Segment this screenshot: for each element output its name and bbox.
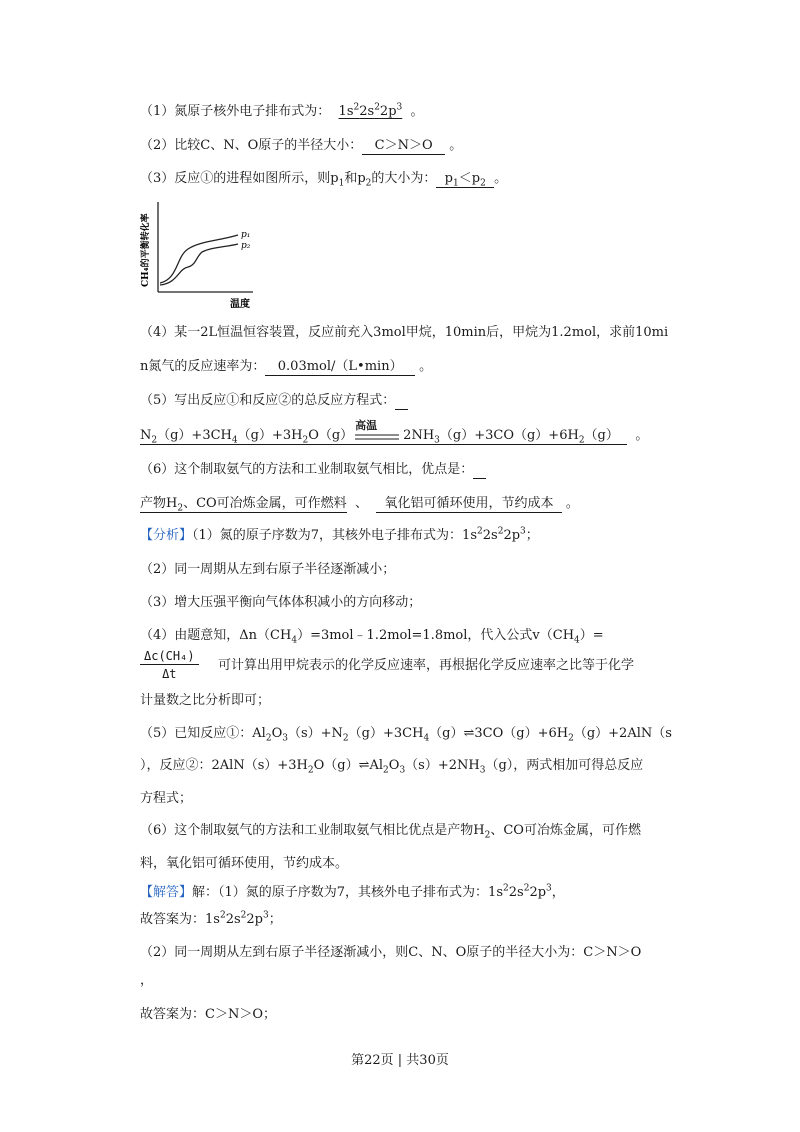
analysis-line4: （4）由题意知，$\Delta n(CH_4)=3mol﹣1.2mol=1.8mol$，代入公式$v(CH_4)=$: [140, 628, 604, 646]
analysis-line10: （6）这个制取氨气的方法和工业制取氨气相比优点是产物$H_2$、CO可冶炼金属，可作燃: [140, 823, 641, 841]
q4-line1: （4）某一2L恒温恒容装置，反应前充入3mol甲烷，10min后，甲烷为1.2mol，求前10mi: [140, 325, 669, 340]
q6-answer-2: 氧化铝可循环使用，节约成本: [376, 496, 562, 513]
reaction-arrow: [353, 419, 403, 445]
equation-right: $2NH_3(g)+3CO(g)+6H_2(g)$: [403, 428, 619, 446]
equation-left: $N_2(g)+3CH_4(g)+3H_2O(g)$: [140, 428, 354, 446]
analysis-line11: 料，氧化铝可循环使用，节约成本。: [140, 856, 349, 871]
q6-answer-1: 产物$H_2$、CO可冶炼金属，可作燃料: [140, 496, 347, 514]
analysis-tag: 【分析】: [140, 528, 193, 543]
solution-line3: （2）同一周期从左到右原子半径逐渐减小，则C、N、O原子的半径大小为：C＞N＞O: [140, 945, 642, 960]
q1-suffix: 。: [410, 104, 424, 119]
curve-p2: [160, 244, 238, 285]
q3-answer: $p_1<p_2$: [436, 171, 494, 188]
analysis-line6: 计量数之比分析即可；: [140, 693, 271, 708]
curve-p1: [160, 235, 238, 283]
q4-answer: 0.03mol/（L•min）: [277, 359, 403, 374]
q3-line: [140, 170, 507, 188]
conversion-graph: [138, 197, 283, 312]
q1-line: [140, 103, 424, 121]
q1-answer: $1s^22s^22p^3$: [338, 102, 403, 119]
analysis-line1: 【分析】（1）氮的原子序数为7，其核外电子排布式为：$1s^22s^22p^3$；: [140, 526, 539, 543]
q3-suffix: 。: [494, 171, 508, 186]
solution-line4: ，: [140, 973, 154, 988]
condition-label: 高温: [355, 419, 378, 432]
label-p2: p₂: [241, 241, 251, 251]
solution-line1: 【解答】解：（1）氮的原子序数为7，其核外电子排布式为：$1s^22s^22p^3$，: [140, 883, 565, 900]
label-p1: p₁: [241, 230, 251, 240]
analysis-line9: 方程式；: [140, 791, 193, 806]
solution-tag: 【解答】: [140, 885, 193, 900]
analysis-line3: （3）增大压强平衡向气体体积减小的方向移动；: [140, 595, 422, 610]
y-axis-label: CH₄的平衡转化率: [141, 213, 151, 287]
x-axis-label: 温度: [230, 299, 250, 310]
analysis-line8: ），反应②：$2AlN(s)+3H_2O(g)\rightleftharpoons Al_2O_3(s)+2NH_3(g)$，两式相加可得总反应: [140, 758, 644, 776]
page-footer: 第22页 | 共30页: [351, 1053, 449, 1068]
q4-line2: n氮气的反应速率为： 0.03mol/（L•min） 。: [140, 359, 433, 374]
analysis-line5: 可计算出用甲烷表示的化学反应速率，再根据化学反应速率之比等于化学: [218, 658, 635, 673]
q3-prefix: （3）反应①的进程如图所示，则$p_1$和$p_2$的大小为：: [140, 171, 437, 189]
q1-prefix: （1）氮原子核外电子排布式为：: [140, 104, 331, 119]
fraction-denominator: Δt: [162, 667, 177, 681]
fraction-numerator: Δc(CH₄): [140, 648, 199, 665]
q5-equation: $N_2(g)+3CH_4(g)+3H_2O(g)$ 高温 $2NH_3(g)+3CO(g)+6H_2(g)$ 。: [140, 419, 649, 446]
q2-answer: C＞N＞O: [362, 138, 445, 155]
solution-line5: 故答案为：C＞N＞O；: [140, 1007, 276, 1022]
q2-suffix: 。: [449, 138, 463, 153]
analysis-line2: （2）同一周期从左到右原子半径逐渐减小；: [140, 562, 396, 577]
q2-prefix: （2）比较C、N、O原子的半径大小：: [140, 138, 363, 153]
q6-line2: 产物$H_2$、CO可冶炼金属，可作燃料 、 氧化铝可循环使用，节约成本 。: [140, 496, 579, 514]
q6-line1: （6）这个制取氨气的方法和工业制取氨气相比，优点是：: [140, 461, 486, 479]
q5-line1: （5）写出反应①和反应②的总反应方程式：: [140, 392, 408, 410]
analysis-line7: （5）已知反应①：$Al_2O_3(s)+N_2(g)+3CH_4(g)\rightleftharpoons 3CO(g)+6H_2(g)+2AlN(s$: [140, 726, 672, 744]
q2-line: [140, 137, 462, 155]
solution-line2: 故答案为：$1s^22s^22p^3$；: [140, 910, 282, 927]
rate-fraction: [140, 648, 199, 683]
